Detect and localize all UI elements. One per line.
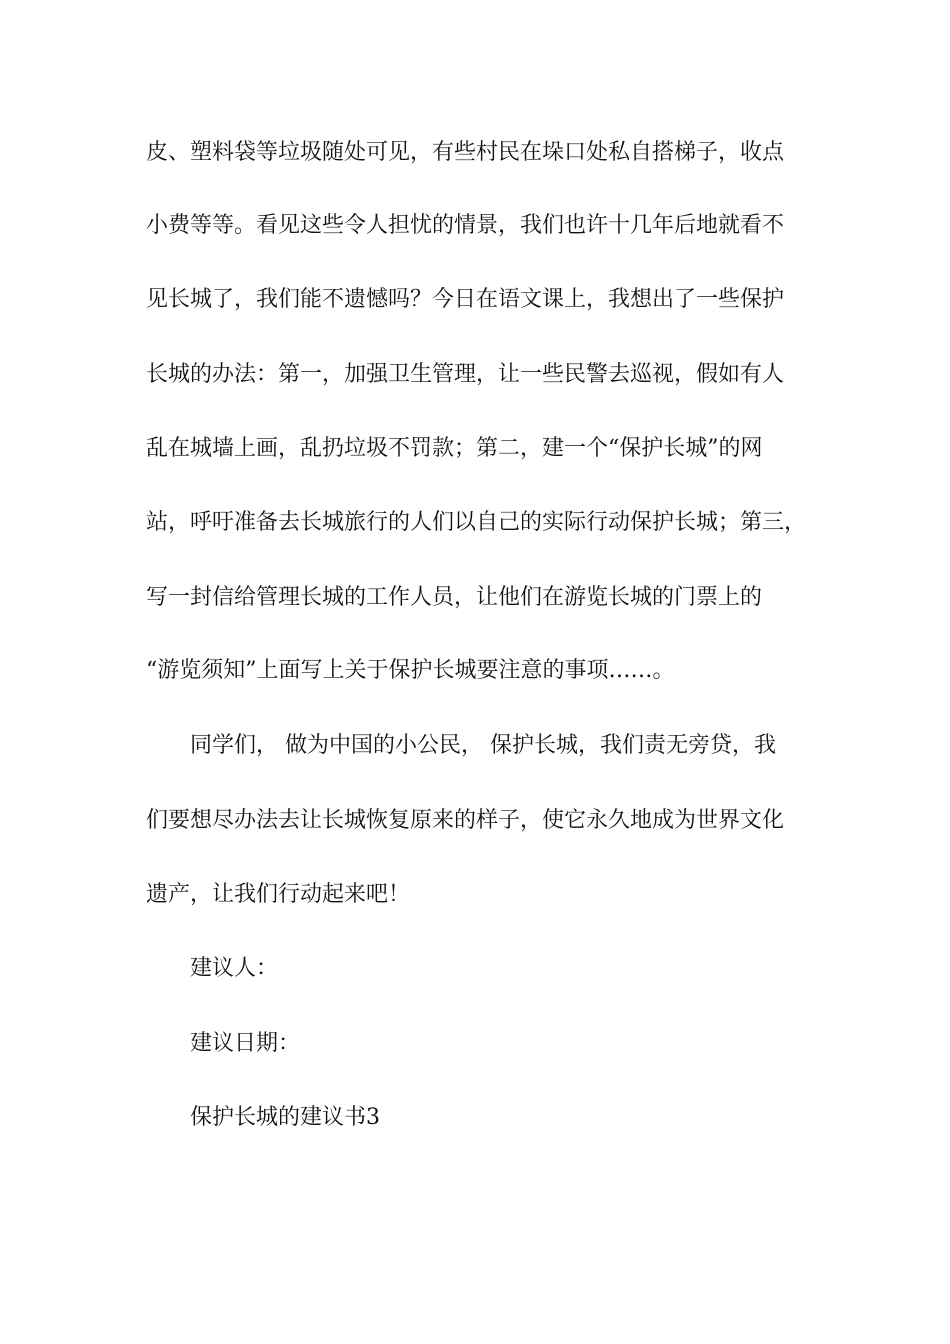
section-heading: 保护长城的建议书3 [190,1105,380,1130]
paragraph-line-5: 乱在城墙上画，乱扔垃圾不罚款；第二，建一个“保护长城”的网 [146,436,763,461]
paragraph-line-2: 小费等等。看见这些令人担忧的情景，我们也许十几年后地就看不 [146,213,785,238]
paragraph-line-9: 同学们， 做为中国的小公民， 保护长城，我们责无旁贷，我 [190,733,776,758]
paragraph-line-8: “游览须知”上面写上关于保护长城要注意的事项……。 [146,658,675,683]
proposer-label: 建议人： [190,956,279,981]
paragraph-line-11: 遗产，让我们行动起来吧！ [146,882,411,907]
proposal-date-label: 建议日期： [190,1031,301,1056]
paragraph-line-6: 站，呼吁准备去长城旅行的人们以自己的实际行动保护长城；第三， [146,510,807,535]
paragraph-line-1: 皮、塑料袋等垃圾随处可见，有些村民在垛口处私自搭梯子，收点 [146,140,785,165]
paragraph-line-4: 长城的办法：第一，加强卫生管理，让一些民警去巡视，假如有人 [146,362,785,387]
paragraph-line-7: 写一封信给管理长城的工作人员，让他们在游览长城的门票上的 [146,585,763,610]
paragraph-line-10: 们要想尽办法去让长城恢复原来的样子，使它永久地成为世界文化 [146,808,785,833]
paragraph-line-3: 见长城了，我们能不遗憾吗？今日在语文课上，我想出了一些保护 [146,287,785,312]
